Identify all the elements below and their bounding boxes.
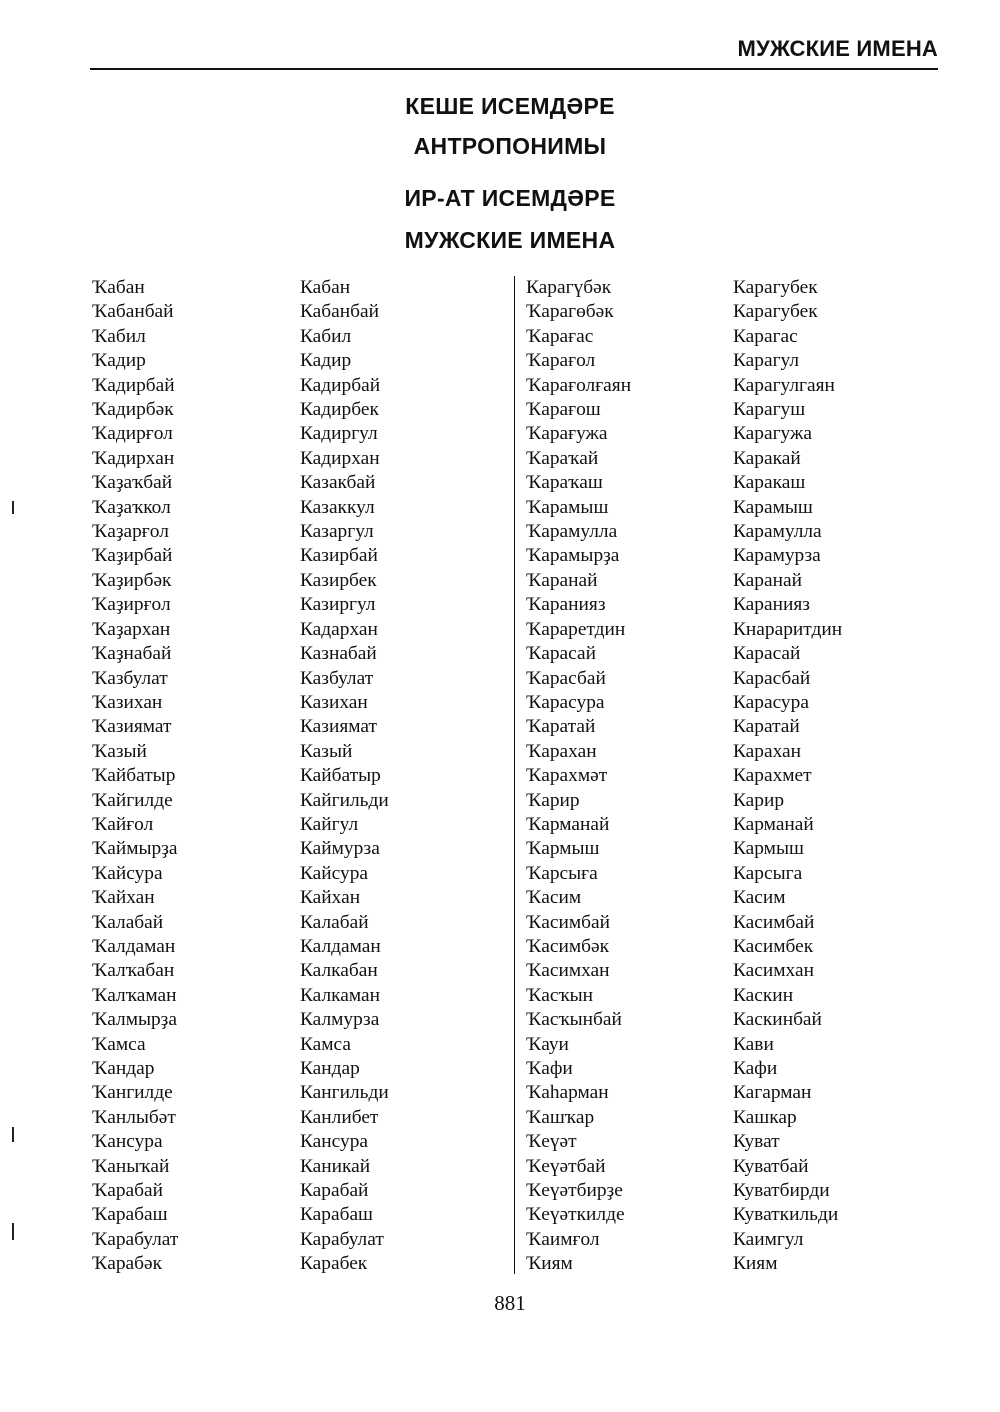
- name-entry: Касим: [733, 887, 786, 909]
- name-entry: Кайбатыр: [300, 765, 381, 787]
- name-entry: Каратай: [733, 716, 800, 738]
- name-entry: Касимхан: [733, 960, 814, 982]
- name-entry: Канлибет: [300, 1106, 379, 1128]
- name-entry: Ҡалҡабан: [92, 960, 175, 982]
- name-entry: Ҡасимбәк: [526, 935, 609, 957]
- name-entry: Кагарман: [733, 1082, 812, 1104]
- name-entry: Ҡашҡар: [526, 1106, 595, 1128]
- name-entry: Ҡарамулла: [526, 521, 618, 543]
- name-entry: Кнараритдин: [733, 618, 843, 640]
- section-title-bashkir: КЕШЕ ИСЕМДӘРЕ: [405, 93, 615, 119]
- name-entry: Каникай: [300, 1155, 371, 1177]
- name-entry: Ҡаймырҙа: [92, 838, 178, 860]
- name-entry: Кадирбай: [300, 374, 381, 396]
- margin-mark: [12, 1223, 14, 1240]
- name-entry: Ҡарахан: [526, 740, 597, 762]
- name-entry: Ҡарағош: [526, 399, 601, 421]
- name-entry: Карасбай: [733, 667, 811, 689]
- name-entry: Карабек: [300, 1253, 368, 1275]
- name-entry: Карабаш: [300, 1204, 373, 1226]
- name-entry: Каскинбай: [733, 1009, 822, 1031]
- name-entry: Ҡасим: [526, 887, 582, 909]
- name-entry: Кадирхан: [300, 447, 380, 469]
- name-entry: Ҡансура: [92, 1131, 163, 1153]
- name-entry: Ҡадирбәк: [92, 399, 174, 421]
- name-entry: Ҡалмырҙа: [92, 1009, 177, 1031]
- name-entry: Ҡармыш: [526, 838, 600, 860]
- name-entry: Ҡаҙархан: [92, 618, 171, 640]
- name-entry: Ҡауи: [526, 1033, 569, 1055]
- name-entry: Каракай: [733, 447, 801, 469]
- name-entry: Кайсура: [300, 862, 369, 884]
- name-entry: Ҡайгилде: [92, 789, 173, 811]
- name-entry: Ҡеүәтбирҙе: [526, 1180, 623, 1202]
- name-entry: Каракаш: [733, 472, 806, 494]
- margin-mark: [12, 1127, 14, 1142]
- name-entry: Ҡаҙирғол: [92, 594, 171, 616]
- name-entry: Ҡаҙирбәк: [92, 569, 172, 591]
- name-entry: Карагубек: [733, 301, 818, 323]
- name-entry: Кадиргул: [300, 423, 378, 445]
- name-entry: Казирбек: [300, 569, 377, 591]
- name-entry: Ҡарания​з: [526, 594, 606, 616]
- name-entry: Ҡарабәк: [92, 1253, 163, 1275]
- name-entry: Казнабай: [300, 643, 377, 665]
- name-entry: Кайгильди: [300, 789, 389, 811]
- name-entry: Ҡадирхан: [92, 447, 175, 469]
- name-entry: Карагужа: [733, 423, 812, 445]
- section-title-russian: АНТРОПОНИМЫ: [413, 133, 607, 159]
- running-head: МУЖСКИЕ ИМЕНА: [737, 36, 938, 61]
- column-divider: [514, 276, 515, 1274]
- name-entry: Кадир: [300, 350, 352, 372]
- russian-names-column-left: [300, 276, 389, 1277]
- name-entry: Ҡадирбай: [92, 374, 175, 396]
- name-entry: Ҡарсыға: [526, 862, 598, 884]
- name-entry: Ҡарабай: [92, 1180, 163, 1202]
- name-entry: Казиямат: [300, 716, 377, 738]
- name-entry: Ҡадир: [92, 350, 146, 372]
- name-entry: Куваткильди: [733, 1204, 839, 1226]
- name-entry: Ҡараҡаш: [526, 472, 603, 494]
- name-entry: Карагас: [733, 325, 798, 347]
- margin-mark: [12, 501, 14, 514]
- name-entry: Казаргул: [300, 521, 374, 543]
- name-entry: Ҡанлыбәт: [92, 1106, 176, 1128]
- name-entry: Ҡангилде: [92, 1082, 173, 1104]
- name-entry: Каймурза: [300, 838, 380, 860]
- name-entry: Ҡарамыш: [526, 496, 609, 518]
- name-entry: Карагубек: [733, 277, 818, 298]
- name-entry: Ҡайсура: [92, 862, 163, 884]
- name-entry: Калкабан: [300, 960, 378, 982]
- name-entry: Карабулат: [300, 1228, 384, 1250]
- name-entry: Ҡиям: [526, 1253, 573, 1275]
- name-entry: Ҡалдаман: [92, 935, 176, 957]
- name-entry: Касимбай: [733, 911, 815, 933]
- name-entry: Калдаман: [300, 935, 381, 957]
- name-entry: Кайгул: [300, 813, 359, 835]
- name-entry: Ҡарағолғаян: [526, 374, 632, 396]
- name-entry: Ҡараретдин: [526, 618, 626, 640]
- name-entry: Ҡафи: [526, 1058, 573, 1079]
- name-entry: Кармыш: [733, 838, 804, 860]
- name-entry: Ҡарасай: [526, 643, 596, 665]
- name-entry: Кадирбек: [300, 399, 379, 421]
- name-entry: Ҡеүәткилде: [526, 1204, 625, 1226]
- name-entry: Ҡайхан: [92, 887, 155, 909]
- name-entry: Кандар: [300, 1058, 360, 1079]
- name-entry: Ҡаимғол: [526, 1228, 600, 1250]
- name-entry: Ҡарахмәт: [526, 765, 608, 787]
- name-entry: Карахан: [733, 740, 802, 762]
- name-entry: Ҡеүәтбай: [526, 1155, 606, 1177]
- russian-names-column-right: [733, 276, 842, 1277]
- name-entry: Кайхан: [300, 887, 361, 909]
- name-entry: Ҡаҙнабай: [92, 643, 172, 665]
- name-entry: Ҡарағас: [526, 325, 594, 347]
- name-entry: Карагуш: [733, 399, 806, 421]
- name-entry: Ҡараҡай: [526, 447, 599, 469]
- name-entry: Ҡандар: [92, 1058, 155, 1079]
- name-entry: Карманай: [733, 813, 814, 835]
- bashkir-names-column-left: [92, 276, 178, 1277]
- name-entry: Ҡарир: [526, 789, 580, 811]
- name-entry: Ҡарағужа: [526, 423, 608, 445]
- name-entry: Каимгул: [733, 1228, 804, 1250]
- name-entry: Ҡабил: [92, 325, 146, 347]
- name-entry: Ҡаҙарғол: [92, 521, 169, 543]
- name-entry: Ҡарманай: [526, 813, 610, 835]
- name-entry: Казирбай: [300, 545, 378, 567]
- name-entry: Ҡайғол: [92, 813, 154, 835]
- name-entry: Ҡарасбай: [526, 667, 606, 689]
- name-entry: Кансура: [300, 1131, 369, 1153]
- name-entry: Ҡаратай: [526, 716, 596, 738]
- name-entry: Карсыга: [733, 862, 803, 884]
- name-entry: Карабай: [300, 1180, 369, 1202]
- name-entry: Ҡаҙаҡкол: [92, 496, 171, 518]
- name-entry: Карамурза: [733, 545, 821, 567]
- name-entry: Ҡасимбай: [526, 911, 610, 933]
- name-entry: Карахмет: [733, 765, 812, 787]
- name-entry: Ҡарагөбәк: [526, 301, 614, 323]
- name-entry: Куват: [733, 1131, 780, 1153]
- name-entry: Ҡаҙаҡбай: [92, 472, 173, 494]
- name-entry: Ҡазихан: [92, 691, 163, 713]
- name-entry: Ҡеүәт: [526, 1131, 577, 1153]
- name-entry: Калкаман: [300, 984, 380, 1006]
- name-entry: Карасура: [733, 691, 809, 713]
- name-entry: Ҡасҡынбай: [526, 1009, 622, 1031]
- name-entry: Ҡасҡын: [526, 984, 593, 1006]
- name-entry: Кабил: [300, 325, 352, 347]
- name-entry: Калабай: [300, 911, 369, 933]
- name-entry: Карагул: [733, 350, 800, 372]
- name-entry: Казиргул: [300, 594, 376, 616]
- name-entry: Ҡалҡаман: [92, 984, 177, 1006]
- name-entry: Кашкар: [733, 1106, 797, 1128]
- name-entry: Ҡабан: [92, 277, 145, 298]
- name-entry: Ҡазый: [92, 740, 147, 762]
- name-entry: Карасай: [733, 643, 801, 665]
- header-rule: [90, 68, 938, 70]
- name-entry: Каскин: [733, 984, 794, 1006]
- name-entry: Ҡалабай: [92, 911, 164, 933]
- name-entry: Ҡарамырҙа: [526, 545, 620, 567]
- name-entry: Ҡамса: [92, 1033, 146, 1055]
- name-entry: Кафи: [733, 1058, 778, 1079]
- name-entry: Кабанбай: [300, 301, 379, 323]
- name-entry: Камса: [300, 1033, 352, 1055]
- name-entry: Калмурза: [300, 1009, 380, 1031]
- name-entry: Казихан: [300, 691, 368, 713]
- name-entry: Касимбек: [733, 935, 814, 957]
- name-entry: Кабан: [300, 277, 351, 298]
- name-entry: Казаккул: [300, 496, 375, 518]
- name-entry: Казакбай: [300, 472, 376, 494]
- name-entry: Куватбай: [733, 1155, 809, 1177]
- name-entry: Ҡасимхан: [526, 960, 610, 982]
- name-entry: Казбулат: [300, 667, 374, 689]
- page-number: 881: [494, 1291, 526, 1315]
- name-entry: Карамулла: [733, 521, 822, 543]
- name-entry: Кадархан: [300, 618, 378, 640]
- name-entry: Ҡадирғол: [92, 423, 173, 445]
- name-entry: Ҡарағол: [526, 350, 596, 372]
- name-entry: Ҡазиямат: [92, 716, 172, 738]
- name-entry: Каранай: [733, 569, 802, 591]
- name-entry: Киям: [733, 1253, 778, 1275]
- name-entry: Казый: [300, 740, 353, 762]
- subsection-title-russian: МУЖСКИЕ ИМЕНА: [404, 227, 616, 253]
- name-entry: Ҡаранай: [526, 569, 598, 591]
- name-entry: Ҡарабулат: [92, 1228, 179, 1250]
- name-entry: Ҡаһарман: [526, 1082, 609, 1104]
- name-entry: Ҡарасура: [526, 691, 605, 713]
- name-entry: Куватбирди: [733, 1180, 830, 1202]
- name-entry: Ҡаныҡай: [92, 1155, 170, 1177]
- name-entry: Каранияз: [733, 594, 810, 616]
- name-entry: Ҡазбулат: [92, 667, 168, 689]
- name-entry: Ҡайбатыр: [92, 765, 176, 787]
- name-entry: Ҡарабаш: [92, 1204, 168, 1226]
- subsection-title-bashkir: ИР-АТ ИСЕМДӘРЕ: [404, 185, 616, 211]
- name-entry: Карагүбәк: [526, 277, 612, 298]
- name-entry: Карагулгаян: [733, 374, 835, 396]
- name-entry: Кави: [733, 1033, 774, 1055]
- name-entry: Карир: [733, 789, 785, 811]
- name-entry: Кангильди: [300, 1082, 389, 1104]
- name-entry: Ҡаҙирбай: [92, 545, 173, 567]
- name-entry: Карамыш: [733, 496, 813, 518]
- bashkir-names-column-right: [526, 276, 631, 1277]
- name-entry: Ҡабанбай: [92, 301, 174, 323]
